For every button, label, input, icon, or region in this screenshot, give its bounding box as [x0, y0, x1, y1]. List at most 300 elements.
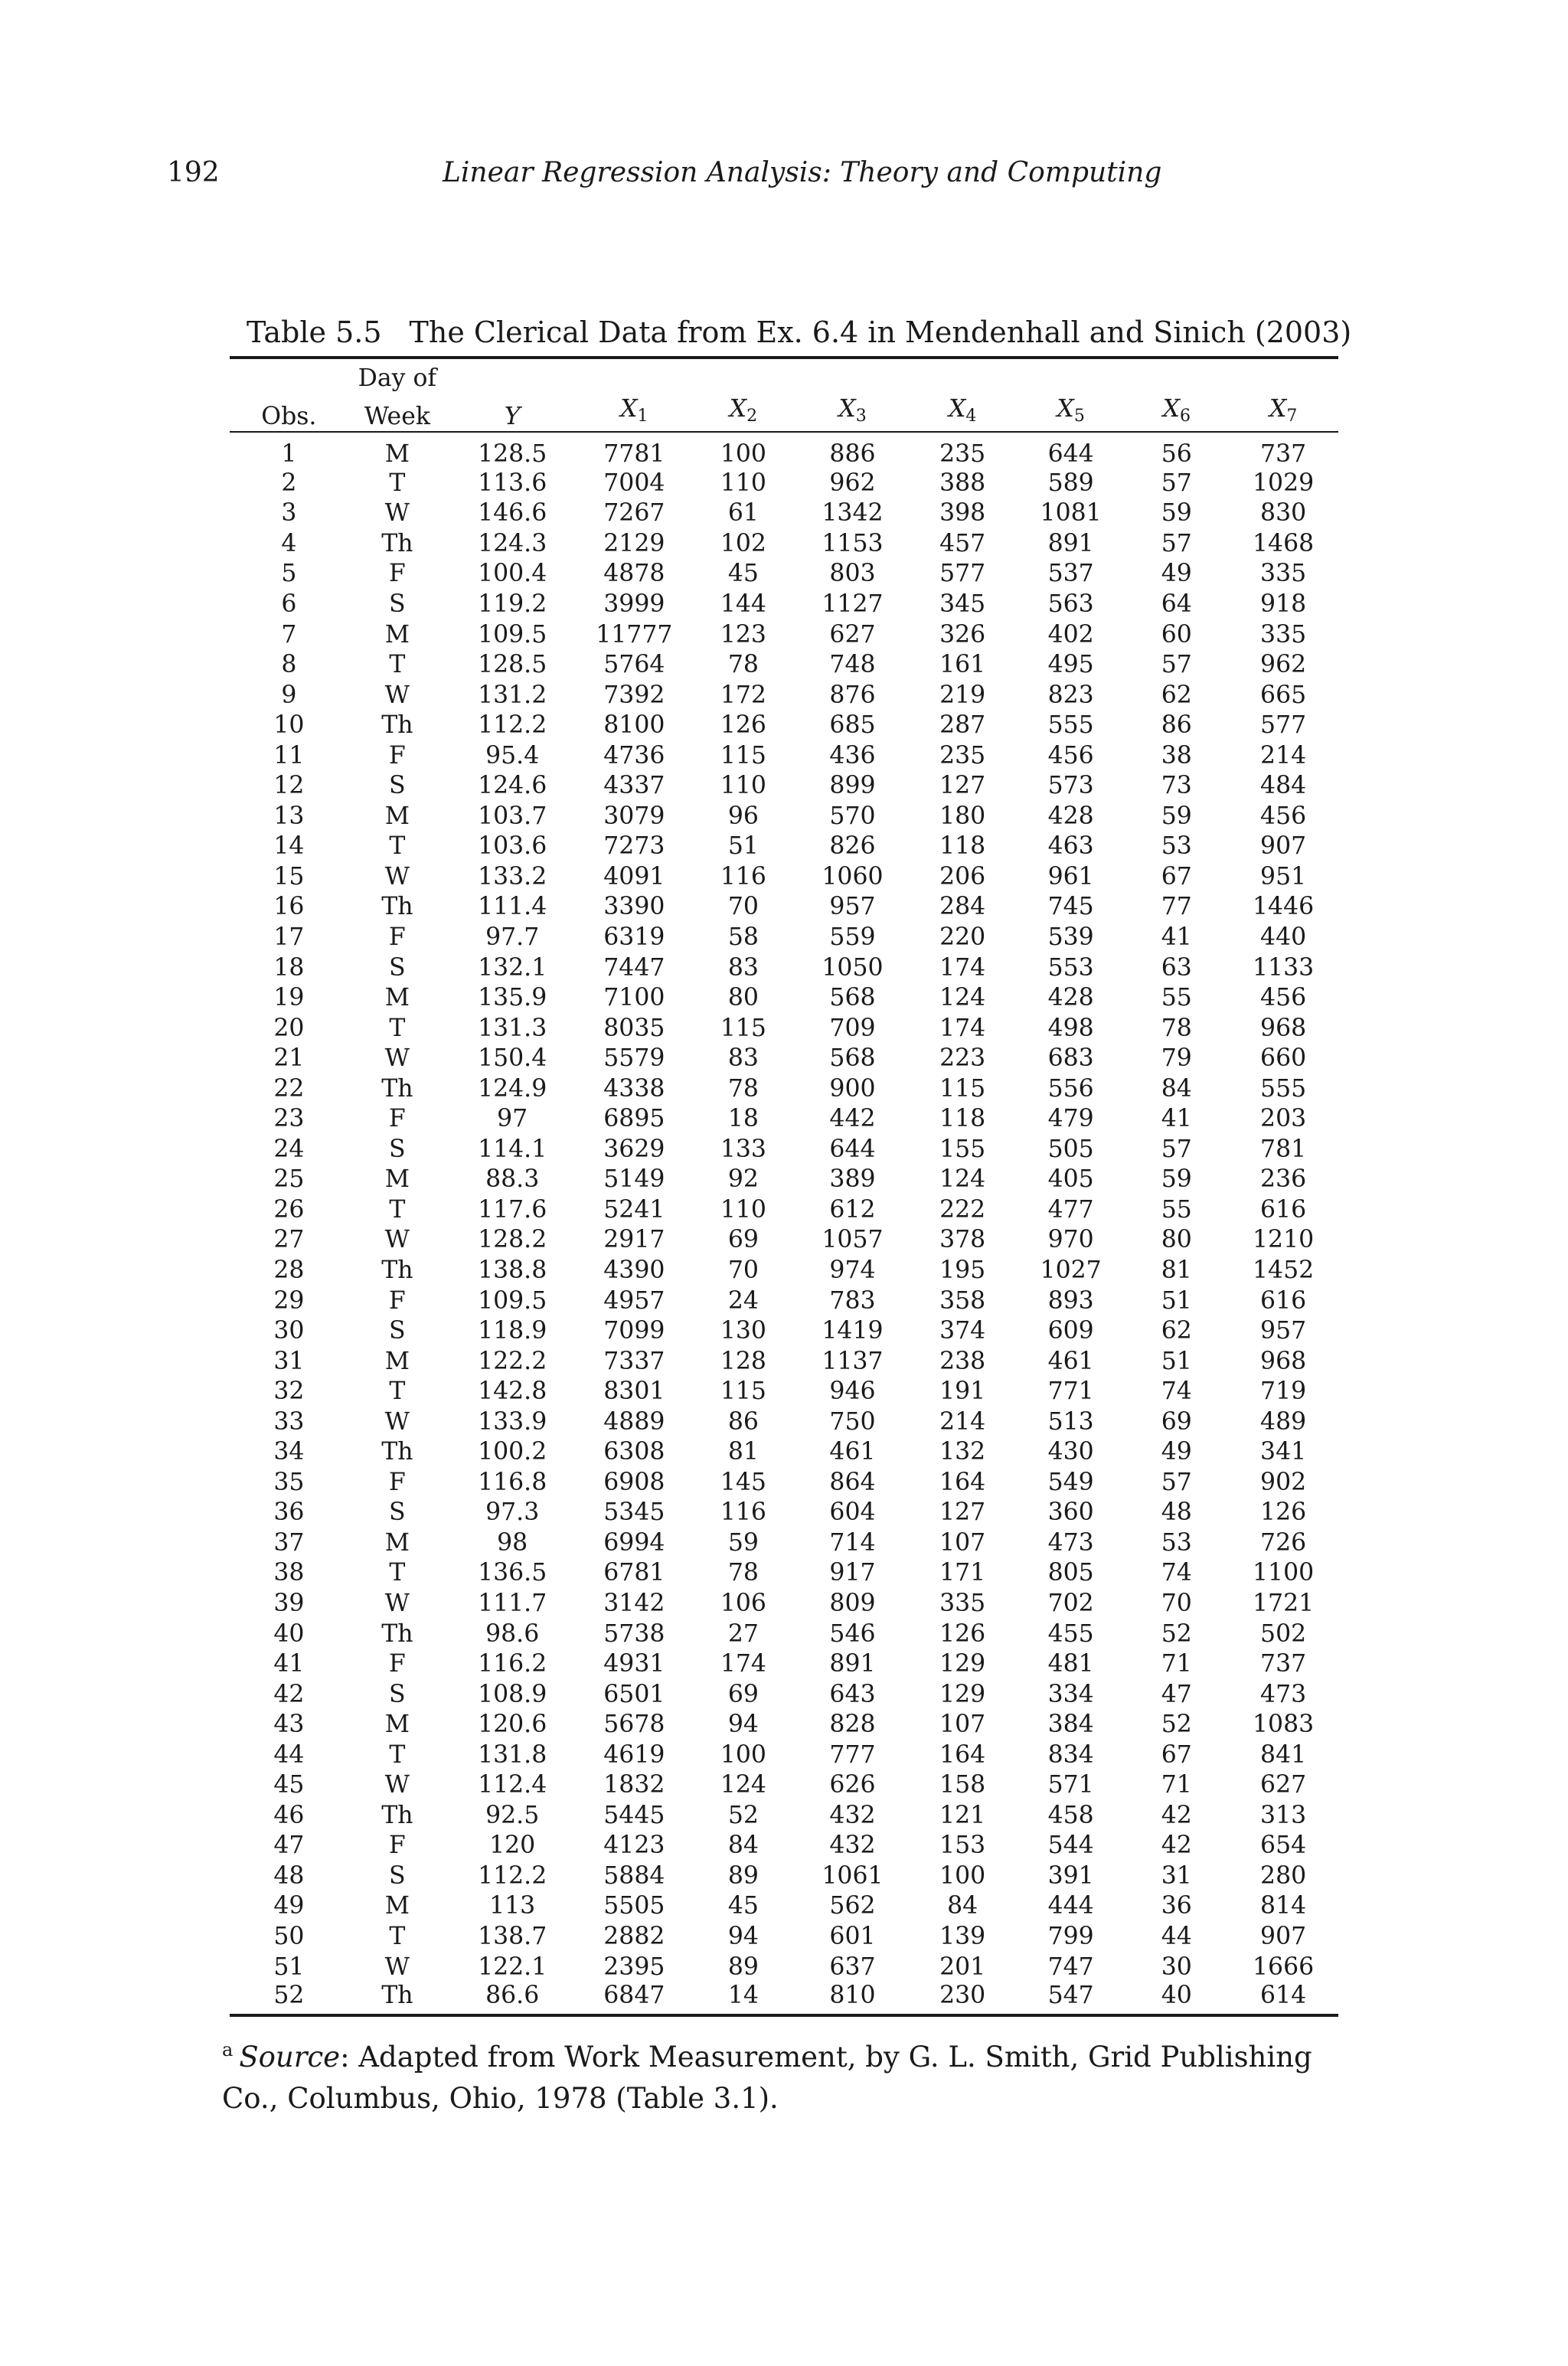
table-label: Table 5.5 [247, 315, 382, 349]
table-cell: 643 [829, 1680, 876, 1708]
table-cell: 360 [1047, 1498, 1094, 1527]
table-cell: 236 [1260, 1165, 1307, 1194]
header-top-cell: Day of [348, 358, 446, 391]
column-header-label: X [729, 395, 747, 423]
table-cell: T [389, 1559, 406, 1587]
table-cell: Th [348, 1982, 446, 2015]
table-row [230, 649, 1338, 680]
column-header-label: Obs. [261, 403, 317, 430]
table-cell: 126 [720, 711, 766, 740]
table-cell: 495 [1047, 651, 1094, 679]
table-cell: Th [381, 1074, 413, 1103]
table-cell: 616 [1260, 1195, 1307, 1224]
table-cell: 45 [273, 1771, 305, 1799]
table-row [230, 1467, 1338, 1498]
table-cell: 106 [720, 1590, 766, 1617]
table-cell: M [384, 802, 410, 830]
table-cell: 946 [829, 1377, 876, 1406]
table-cell: 56 [1161, 440, 1192, 468]
table-cell: 124 [720, 1771, 766, 1799]
table-cell: 51 [727, 832, 759, 861]
table-cell: 7100 [603, 984, 665, 1012]
table-cell: 1081 [1040, 499, 1102, 528]
table-cell: 100 [939, 1861, 986, 1890]
table-row [230, 1709, 1338, 1740]
table-cell: 783 [829, 1286, 876, 1315]
table-cell: 1210 [1253, 1226, 1315, 1254]
table-cell: 891 [1047, 529, 1094, 557]
table-cell: 50 [273, 1923, 305, 1951]
table-cell: 73 [1161, 772, 1192, 800]
table-cell: 7447 [603, 953, 665, 982]
table-cell: 81 [1161, 1256, 1192, 1284]
table-cell: 644 [1047, 440, 1094, 468]
table-cell: 84 [947, 1892, 978, 1920]
table-cell: 398 [939, 499, 986, 528]
table-cell: 539 [1047, 923, 1094, 951]
table-cell: 103.6 [478, 832, 547, 861]
table-cell: 5 [281, 560, 297, 588]
table-cell: 131.3 [478, 1014, 547, 1042]
table-row [230, 892, 1338, 923]
table-cell: 4931 [603, 1650, 665, 1678]
table-cell: 463 [1047, 832, 1094, 861]
column-header [797, 391, 909, 432]
table-cell: 626 [829, 1771, 876, 1799]
table-cell: 161 [939, 651, 986, 679]
table-cell: 80 [1161, 1226, 1192, 1254]
header-top-cell [578, 358, 690, 391]
table-cell: 59 [1161, 499, 1192, 528]
table-cell: 428 [1047, 984, 1094, 1012]
table-cell: 31 [273, 1347, 305, 1375]
table-cell: 67 [1161, 1740, 1192, 1769]
table-cell: 8100 [603, 711, 665, 740]
table-cell: 46 [273, 1801, 305, 1829]
table-cell: F [388, 1832, 406, 1860]
table-cell: 4957 [603, 1286, 665, 1315]
table-cell: 5445 [603, 1801, 665, 1829]
table-cell: F [388, 1468, 406, 1496]
table-cell: 3999 [603, 590, 665, 618]
table-cell: 23 [273, 1105, 305, 1133]
table-cell: 51 [1161, 1286, 1192, 1315]
table-cell: 4619 [603, 1740, 665, 1769]
table-cell: 10 [273, 711, 305, 740]
table-cell: 30 [273, 1317, 305, 1345]
table-cell: 4889 [603, 1407, 665, 1436]
table-cell: 388 [939, 469, 986, 497]
table-cell: M [384, 1892, 410, 1920]
table-cell: 544 [1047, 1832, 1094, 1860]
table-cell: 16 [273, 893, 305, 921]
table-cell: 345 [939, 590, 986, 618]
table-cell: 30 [1161, 1953, 1192, 1981]
table-row [230, 1740, 1338, 1770]
table-cell: 4091 [603, 862, 665, 891]
table-cell: 116.8 [478, 1468, 547, 1496]
table-cell: 195 [939, 1256, 986, 1284]
table-row [230, 1861, 1338, 1891]
table-row [230, 1921, 1338, 1952]
table-cell: 1153 [822, 529, 884, 557]
table-row [230, 953, 1338, 983]
table-cell: 809 [829, 1590, 876, 1617]
table-cell: 614 [1228, 1982, 1338, 2015]
table-cell: 59 [727, 1528, 759, 1557]
table-cell: T [389, 651, 406, 679]
table-cell: 577 [1260, 711, 1307, 740]
table-cell: 458 [1047, 1801, 1094, 1829]
table-cell: 60 [1161, 620, 1192, 649]
table-cell: 335 [939, 1590, 986, 1617]
table-cell: 4736 [603, 741, 665, 770]
table-row [230, 559, 1338, 590]
table-cell: 683 [1047, 1044, 1094, 1073]
table-row [230, 1013, 1338, 1044]
column-header-label: X [1269, 395, 1287, 423]
header-top-cell [690, 358, 796, 391]
table-cell: 781 [1260, 1135, 1307, 1163]
table-cell: 1027 [1040, 1256, 1102, 1284]
table-cell: 100.4 [478, 560, 547, 588]
table-cell: 473 [1260, 1680, 1307, 1708]
table-cell: 130 [720, 1317, 766, 1345]
table-cell: 95.4 [485, 741, 540, 770]
table-cell: 138.7 [478, 1923, 547, 1951]
table-cell: 100 [720, 1740, 766, 1769]
table-cell: 107 [939, 1528, 986, 1557]
table-cell: 11777 [596, 620, 673, 649]
table-row [230, 1679, 1338, 1710]
table-cell: M [384, 1347, 410, 1375]
table-cell: 122.1 [478, 1953, 547, 1981]
data-table [230, 356, 1338, 2017]
table-cell: 1 [281, 440, 297, 468]
table-cell: 37 [273, 1528, 305, 1557]
table-cell: 6501 [603, 1680, 665, 1708]
table-cell: 26 [273, 1195, 305, 1224]
table-cell: 119.2 [478, 590, 547, 618]
table-cell: 891 [829, 1650, 876, 1678]
table-row [230, 1649, 1338, 1679]
table-cell: 1832 [603, 1771, 665, 1799]
table-cell: 100.2 [478, 1438, 547, 1466]
table-cell: 51 [273, 1953, 305, 1981]
table-cell: 719 [1260, 1377, 1307, 1406]
table-cell: 78 [727, 1074, 759, 1103]
table-cell: 80 [727, 984, 759, 1012]
table-cell: 235 [939, 741, 986, 770]
table-cell: Th [381, 1256, 413, 1284]
column-header-subscript: 3 [855, 407, 867, 426]
table-cell: 118 [939, 1105, 986, 1133]
table-cell: 13 [273, 802, 305, 830]
table-cell: 230 [908, 1982, 1016, 2015]
table-cell: 6994 [603, 1528, 665, 1557]
table-row [230, 1770, 1338, 1801]
table-cell: 206 [939, 862, 986, 891]
table-cell: 35 [273, 1468, 305, 1496]
table-cell: W [384, 1226, 410, 1254]
column-header [1125, 391, 1228, 432]
table-cell: 133.2 [478, 862, 547, 891]
table-cell: 128 [720, 1347, 766, 1375]
table-cell: 378 [939, 1226, 986, 1254]
table-cell: 78 [727, 1559, 759, 1587]
table-cell: 4338 [603, 1074, 665, 1103]
table-cell: 127 [939, 1498, 986, 1527]
table-cell: 135.9 [478, 984, 547, 1012]
table-cell: 78 [1161, 1014, 1192, 1042]
table-cell: 124 [939, 1165, 986, 1194]
column-header-subscript: 6 [1180, 407, 1191, 426]
table-cell: Th [381, 1438, 413, 1466]
table-row [230, 1074, 1338, 1104]
table-cell: T [389, 1377, 406, 1406]
column-header [348, 391, 446, 432]
table-cell: 726 [1260, 1528, 1307, 1557]
table-cell: 957 [1260, 1317, 1307, 1345]
table-cell: 389 [829, 1165, 876, 1194]
table-cell: 1419 [822, 1317, 884, 1345]
table-cell: 436 [829, 741, 876, 770]
table-cell: 358 [939, 1286, 986, 1315]
table-cell: 573 [1047, 772, 1094, 800]
column-header-label: Week [364, 403, 430, 430]
table-cell: 110 [720, 1195, 766, 1224]
table-cell: 114.1 [478, 1135, 547, 1163]
table-cell: 637 [829, 1953, 876, 1981]
table-cell: 907 [1260, 1923, 1307, 1951]
table-row [230, 498, 1338, 529]
table-row [230, 982, 1338, 1013]
table-cell: 502 [1260, 1619, 1307, 1648]
table-cell: 214 [1260, 741, 1307, 770]
table-cell: 111.7 [478, 1590, 547, 1617]
table-cell: 21 [273, 1044, 305, 1073]
column-header [446, 391, 578, 432]
table-cell: 456 [1260, 984, 1307, 1012]
table-cell: 1666 [1253, 1953, 1315, 1981]
table-cell: 4123 [603, 1832, 665, 1860]
table-cell: 57 [1161, 469, 1192, 497]
table-cell: 49 [273, 1892, 305, 1920]
table-cell: 1050 [822, 953, 884, 982]
table-cell: 461 [829, 1438, 876, 1466]
table-cell: 222 [939, 1195, 986, 1224]
table-cell: 32 [273, 1377, 305, 1406]
table-cell: 41 [273, 1650, 305, 1678]
table-cell: 38 [1161, 741, 1192, 770]
table-cell: 3629 [603, 1135, 665, 1163]
table-cell: 214 [939, 1407, 986, 1436]
table-cell: M [384, 620, 410, 649]
table-cell: 335 [1260, 560, 1307, 588]
table-cell: 150.4 [478, 1044, 547, 1073]
table-cell: 88.3 [485, 1165, 540, 1194]
table-cell: 122.2 [478, 1347, 547, 1375]
table-cell: 43 [273, 1711, 305, 1739]
table-cell: 4878 [603, 560, 665, 588]
table-cell: 8035 [603, 1014, 665, 1042]
table-cell: 714 [829, 1528, 876, 1557]
table-cell: 777 [829, 1740, 876, 1769]
table-cell: 5678 [603, 1711, 665, 1739]
table-cell: 7781 [603, 440, 665, 468]
table-cell: 107 [939, 1711, 986, 1739]
table-cell: 53 [1161, 832, 1192, 861]
table-row [230, 1315, 1338, 1346]
table-cell: 235 [939, 440, 986, 468]
table-cell: 59 [1161, 1165, 1192, 1194]
table-cell: 103.7 [478, 802, 547, 830]
table-cell: 568 [829, 1044, 876, 1073]
table-cell: 128.2 [478, 1226, 547, 1254]
table-cell: 14 [690, 1982, 796, 2015]
table-cell: 737 [1260, 1650, 1307, 1678]
column-header [1228, 391, 1338, 432]
table-row [230, 922, 1338, 953]
table-cell: 124.9 [478, 1074, 547, 1103]
table-cell: 1061 [822, 1861, 884, 1890]
table-cell: 129 [939, 1650, 986, 1678]
table-cell: 128.5 [478, 440, 547, 468]
table-cell: 589 [1047, 469, 1094, 497]
table-cell: 48 [1161, 1498, 1192, 1527]
table-cell: 127 [939, 772, 986, 800]
table-cell: 7267 [603, 499, 665, 528]
table-row [230, 1407, 1338, 1437]
table-cell: 22 [273, 1074, 305, 1103]
table-cell: 142.8 [478, 1377, 547, 1406]
table-cell: 1100 [1253, 1559, 1315, 1587]
table-cell: 5738 [603, 1619, 665, 1648]
table-row [230, 1225, 1338, 1256]
table-row [230, 1891, 1338, 1922]
table-cell: 473 [1047, 1528, 1094, 1557]
table-row [230, 1528, 1338, 1558]
table-cell: 113.6 [478, 469, 547, 497]
table-cell: 92.5 [485, 1801, 540, 1829]
table-cell: 391 [1047, 1861, 1094, 1890]
table-cell: 62 [1161, 1317, 1192, 1345]
table-cell: 180 [939, 802, 986, 830]
table-cell: 109.5 [478, 1286, 547, 1315]
table-row [230, 770, 1338, 801]
table-cell: 153 [939, 1832, 986, 1860]
column-header [230, 391, 348, 432]
table-cell: 974 [829, 1256, 876, 1284]
table-cell: 102 [720, 529, 766, 557]
table-cell: 53 [1161, 1528, 1192, 1557]
table-cell: S [389, 772, 406, 800]
table-cell: 6895 [603, 1105, 665, 1133]
table-cell: 145 [720, 1468, 766, 1496]
header-top-cell [908, 358, 1016, 391]
table-row [230, 1498, 1338, 1528]
table-cell: 49 [1161, 1438, 1192, 1466]
table-cell: 553 [1047, 953, 1094, 982]
table-row [230, 468, 1338, 498]
table-cell: 546 [829, 1619, 876, 1648]
table-cell: S [389, 590, 406, 618]
table-cell: 97.7 [485, 923, 540, 951]
table-cell: T [389, 832, 406, 861]
table-cell: 876 [829, 681, 876, 709]
table-cell: 27 [727, 1619, 759, 1648]
table-cell: 98 [497, 1528, 528, 1557]
table-cell: 97.3 [485, 1498, 540, 1527]
table-cell: 52 [230, 1982, 348, 2015]
table-cell: 917 [829, 1559, 876, 1587]
table-cell: 158 [939, 1771, 986, 1799]
table-cell: 52 [727, 1801, 759, 1829]
table-cell: T [389, 469, 406, 497]
table-cell: 89 [727, 1861, 759, 1890]
table-cell: Th [381, 1801, 413, 1829]
table-cell: 40 [1125, 1982, 1228, 2015]
table-cell: 45 [727, 560, 759, 588]
table-cell: 957 [829, 893, 876, 921]
footnote-text: : Adapted from Work Measurement, by G. L. Smith, Grid Publishing Co., Columbus, Ohio, 1978 (Table 3.1). [222, 2041, 1312, 2115]
table-cell: 110 [720, 469, 766, 497]
table-cell: 479 [1047, 1105, 1094, 1133]
table-cell: 456 [1260, 802, 1307, 830]
table-row [230, 1103, 1338, 1134]
table-cell: 94 [727, 1711, 759, 1739]
table-cell: 477 [1047, 1195, 1094, 1224]
table-row [230, 680, 1338, 711]
table-cell: 6781 [603, 1559, 665, 1587]
table-cell: 803 [829, 560, 876, 588]
table-cell: 92 [727, 1165, 759, 1194]
table-cell: M [384, 1528, 410, 1557]
table-cell: 116.2 [478, 1650, 547, 1678]
table-cell: 174 [939, 1014, 986, 1042]
table-cell: 42 [273, 1680, 305, 1708]
column-header [578, 391, 690, 432]
table-cell: 6319 [603, 923, 665, 951]
table-cell: 171 [939, 1559, 986, 1587]
table-cell: 132.1 [478, 953, 547, 982]
table-cell: 84 [1161, 1074, 1192, 1103]
table-cell: 555 [1047, 711, 1094, 740]
table-cell: 814 [1260, 1892, 1307, 1920]
table-cell: 57 [1161, 1468, 1192, 1496]
table-row [230, 801, 1338, 832]
table-cell: 2 [281, 469, 297, 497]
table-cell: 559 [829, 923, 876, 951]
footnote-label: Source [239, 2041, 341, 2074]
table-cell: 968 [1260, 1014, 1307, 1042]
table-cell: 52 [1161, 1619, 1192, 1648]
table-row [230, 1952, 1338, 1982]
table-cell: T [389, 1014, 406, 1042]
table-cell: 830 [1260, 499, 1307, 528]
table-cell: 123 [720, 620, 766, 649]
table-cell: 7099 [603, 1317, 665, 1345]
table-cell: 907 [1260, 832, 1307, 861]
table-cell: 461 [1047, 1347, 1094, 1375]
footnote [222, 2029, 1355, 2119]
table-cell: 40 [273, 1619, 305, 1648]
table-cell: 702 [1047, 1590, 1094, 1617]
table-cell: 131.8 [478, 1740, 547, 1769]
table-cell: 823 [1047, 681, 1094, 709]
table-row [230, 1346, 1338, 1377]
table-cell: 108.9 [478, 1680, 547, 1708]
